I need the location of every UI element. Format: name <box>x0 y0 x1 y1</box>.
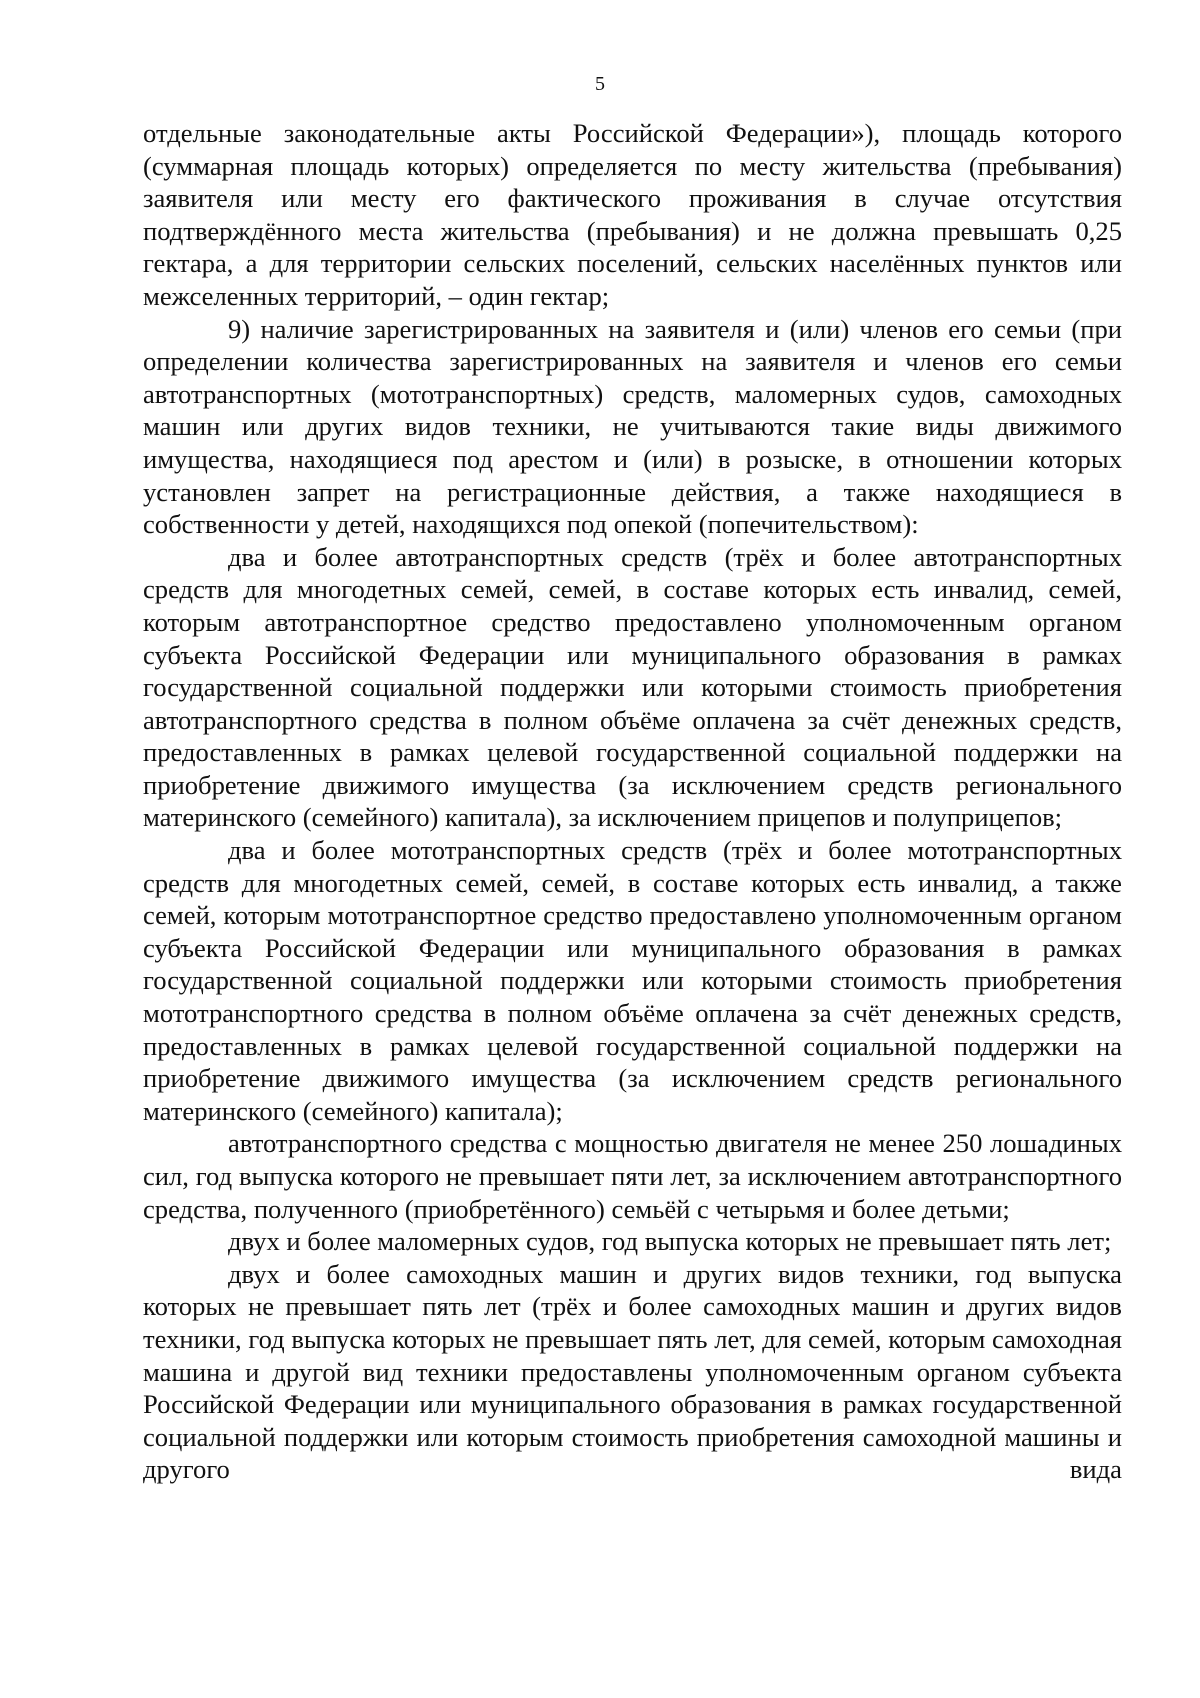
document-body <box>143 117 1122 1486</box>
paragraph-high-power-vehicle: автотранспортного средства с мощностью двигателя не менее 250 лошадиных сил, год выпуска которого не превышает пяти лет, за исключением автотранспортного средства, полученного (приобретённого) семьёй с четырьмя и более детьми; <box>143 1128 1122 1224</box>
paragraph-self-propelled-machines: двух и более самоходных машин и других видов техники, год выпуска которых не превышает пять лет (трёх и более самоходных машин и других видов техники, год выпуска которых не превышает пять лет, для семей, которым самоходная машина и другой вид техники предоставлены уполномоченным органом субъекта Российской Федерации или муниципального образования в рамках государственной социальной поддержки или которым стоимость приобретения самоходной машины и другого вида <box>143 1258 1122 1485</box>
page-number: 5 <box>595 73 605 95</box>
paragraph-land-plot-continuation: отдельные законодательные акты Российской Федерации»), площадь которого (суммарная площадь которых) определяется по месту жительства (пребывания) заявителя или месту его фактического проживания в случае отсутствия подтверждённого места жительства (пребывания) и не должна превышать 0,25 гектара, а для территории сельских поселений, сельских населённых пунктов или межселенных территорий, – один гектар; <box>143 118 1122 311</box>
paragraph-small-vessels: двух и более маломерных судов, год выпуска которых не превышает пять лет; <box>228 1226 1112 1257</box>
paragraph-motorcycles: два и более мототранспортных средств (трёх и более мототранспортных средств для многодетных семей, семей, в составе которых есть инвалид, а также семей, которым мототранспортное средство предоставлено уполномоченным органом субъекта Российской Федерации или муниципального образования в рамках государственной социальной поддержки или которыми стоимость приобретения мототранспортного средства в полном объёме оплачена за счёт денежных средств, предоставленных в рамках целевой государственной социальной поддержки на приобретение движимого имущества (за исключением средств регионального материнского (семейного) капитала); <box>143 835 1122 1126</box>
paragraph-item-9-vehicles: 9) наличие зарегистрированных на заявителя и (или) членов его семьи (при определении количества зарегистрированных на заявителя и членов его семьи автотранспортных (мототранспортных) средств, маломерных судов, самоходных машин или других видов техники, не учитываются такие виды движимого имущества, находящиеся под арестом и (или) в розыске, в отношении которых установлен запрет на регистрационные действия, а также находящиеся в собственности у детей, находящихся под опекой (попечительством): <box>143 313 1122 540</box>
paragraph-motor-vehicles: два и более автотранспортных средств (трёх и более автотранспортных средств для многодетных семей, семей, в составе которых есть инвалид, семей, которым автотранспортное средство предоставлено уполномоченным органом субъекта Российской Федерации или муниципального образования в рамках государственной социальной поддержки или которыми стоимость приобретения автотранспортного средства в полном объёме оплачена за счёт денежных средств, предоставленных в рамках целевой государственной социальной поддержки на приобретение движимого имущества (за исключением средств регионального материнского (семейного) капитала), за исключением прицепов и полуприцепов; <box>143 541 1122 833</box>
